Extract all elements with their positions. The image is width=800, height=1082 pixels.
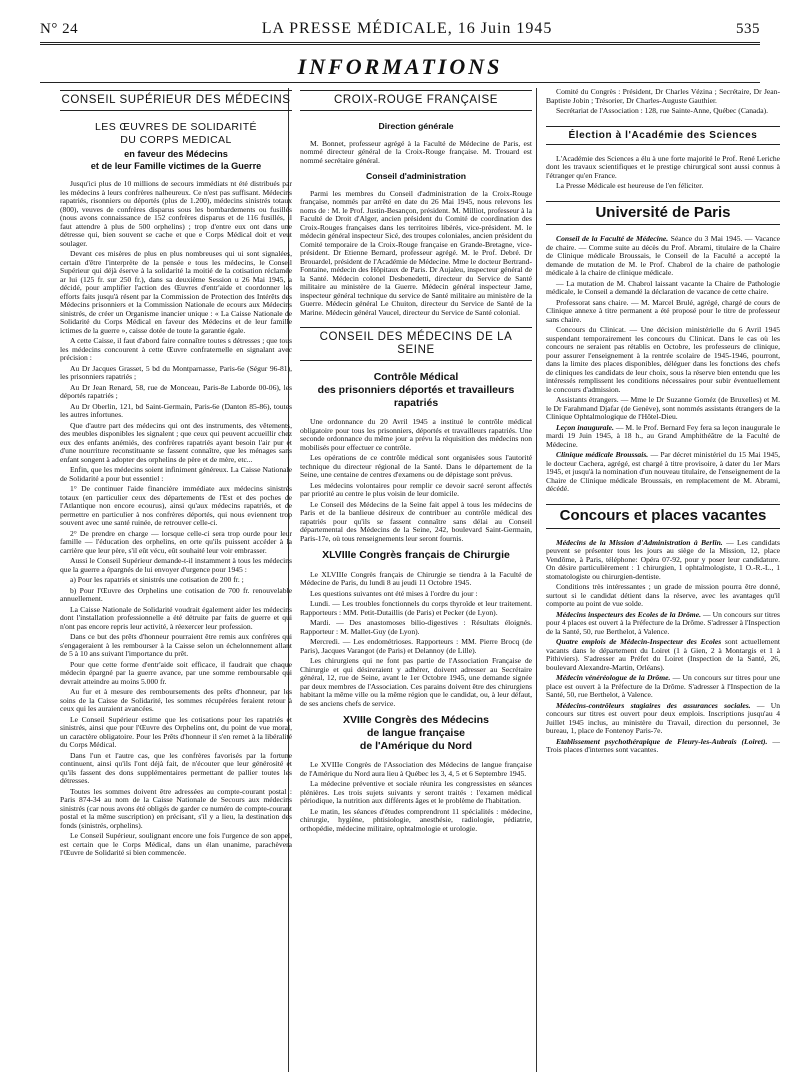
paragraph: Dans ce but des prêts d'honneur pourraient être remis aux confrères qui s'engageraient à les rembourser à la Caisse selon un échelonnement allant de 5 à 10 ans suivant l'importance du prêt. (60, 632, 292, 659)
paragraph-lead: Clinique médicale Broussais. (556, 450, 649, 460)
paragraph: La Caisse Nationale de Solidarité voudrait également aider les médecins dont l'installation professionnelle a été détruite par faits de guerre et qui n'ont pas encore repris leur activité, à réexercer leur profession. (60, 604, 292, 631)
paragraph-lead: Médecins-contrôleurs stagiaires des assurances sociales. (556, 700, 751, 710)
subheading-line: XVIIIe Congrès des Médecins (343, 714, 489, 727)
paragraph: Les médecins volontaires pour remplir ce devoir sacré seront affectés par priorité au centre le plus voisin de leur domicile. (300, 480, 532, 499)
paragraph-lead: Quatre emplois de Médecin-Inspecteur des Ecoles (556, 637, 722, 647)
subheading-line: DU CORPS MEDICAL (120, 134, 232, 146)
paragraph-text: — La mutation de M. Chabrol laissant vacante la Chaire de Pathologie médicale, le Conseil a demandé la déclaration de vacance de cette chaire. (546, 278, 780, 297)
paragraph-text: — Un concours sur titres pour une place est ouvert à la Préfecture de la Drôme. S'adresser à l'Inspection de la Santé, 50, rue Berthelot, à Valence. (546, 673, 780, 700)
column-2 (300, 88, 532, 1076)
paragraph-text: Séance du 3 Mai 1945. — Vacance de chaire. — Comme suite au décès du Prof. Abrami, titulaire de la Chaire de Clinique médicale Broussais, le Conseil de la Faculté a accepté la demande de mutation de M. le Prof. Chabrol de la chaire de pathologie médicale à la chaire de clinique médicale. (546, 234, 780, 278)
article-subheading (60, 149, 292, 172)
paragraph: Les questions suivantes ont été mises à l'ordre du jour : (310, 588, 478, 598)
paragraph (546, 326, 780, 394)
paragraph: M. Bonnet, professeur agrégé à la Faculté de Médecine de Paris, est nommé directeur général de la Croix-Rouge française. M. Trouard est nommé secrétaire général. (300, 138, 532, 165)
paragraph: b) Pour l'Œuvre des Orphelins une cotisation de 700 fr. renouvelable annuellement. (60, 585, 292, 604)
article-heading: CROIX-ROUGE FRANÇAISE (300, 90, 532, 111)
article-body (300, 761, 532, 833)
paragraph: Aussi le Conseil Supérieur demande-t-il instamment à tous les médecins que la guerre a épargnés de lui envoyer d'urgence pour 1945 : (60, 556, 292, 574)
paragraph: Toutes les sommes doivent être adressées au compte-courant postal : Paris 874-34 au nom de la Caisse Nationale de Secours aux médecins sinistrés (car nous avons été obligés de garder ce numéro de compte-courant postal et la même suscription) en précisant, s'il y a lieu, la destination des fonds (sinistrés, orphelins). (60, 786, 292, 830)
column-3 (546, 88, 780, 1076)
paragraph: L'Académie des Sciences a élu à une forte majorité le Prof. René Leriche dont les travaux scientifiques et le prestige chirurgical sont aussi connus à l'étranger qu'en France. (546, 153, 780, 180)
running-header (40, 18, 760, 38)
article-body (546, 235, 780, 494)
paragraph: Le XVIIIe Congrès de l'Association des Médecins de langue française de l'Amérique du Nord aura lieu à Québec les 3, 4, 5 et 6 Septembre 1945. (300, 760, 532, 778)
paragraph (546, 396, 780, 422)
header-rule-double (40, 44, 760, 45)
paragraph: Les opérations de ce contrôle médical sont organisées sous l'autorité technique du directeur régional de la Santé. Dans le département de la Seine, une centaine de centres d'examens ou de dépistage sont prévus. (300, 453, 532, 480)
article-heading: Concours et places vacantes (546, 504, 780, 529)
section-rule (40, 82, 760, 83)
paragraph: 1° De continuer l'aide financière immédiate aux médecins sinistrés totaux (en particulier ceux des départements de l'Est et des poches de l'Atlantique non encore ecourus), ainsi qu'aux médecins rapatriés, et de permettre en particulier à nos confrères déportés, qui nous eviennent trop souvent avec une santé ruinée, de retrouver celle-ci. (60, 484, 292, 528)
paragraph: Parmi les membres du Conseil d'administration de la Croix-Rouge française, nommés par arrêté en date du 26 Mai 1945, nous relevons les noms de : M. le Prof. Justin-Besançon, président. M. Milliot, professeur à la Faculté de Droit d'Alger, ancien président du Comité de coordination des Croix-Rouges françaises dans les territoires libérés, vice-président. M. le médecin général inspecteur Sicé, des troupes coloniales, ancien président du Comité temporaire de la Croix-Rouge française en Grande-Bretagne, vice-président. Dr Etienne Bernard, professeur agrégé. M. le Prof. Debré. Dr Brouardel, président de l'Académie de Médecine. Mme le docteur Bertrand-Fontaine, médecin des Hôpitaux de Paris. Dr Aujaleu, inspecteur général de la Santé. Médecin colonel Desbenedetti, directeur du Service de Santé militaire au ministère de la Guerre. Médecin général inspecteur Jame, inspecteur général technique du service de Santé militaire au ministère de la Guerre. Médecin général Le Chuiton, directeur du Service de Santé de la Marine. Médecin général Vaucel, directeur du Service de Santé colonial. (300, 188, 532, 317)
article-body (546, 88, 780, 116)
paragraph: Au fur et à mesure des remboursements des prêts d'honneur, par les soins de la Caisse de Solidarité, les sommes récupérées feraient retour à ceux qui les auraient avancées. (60, 687, 292, 714)
paragraph-lead: Médecins de la Mission d'Administration à Berlin. (556, 537, 723, 547)
paragraph: Au Dr Oberlin, 121, bd Saint-Germain, Paris-6e (Danton 85-86), toutes les autres infortunes. (60, 401, 292, 420)
subheading-line: de langue française (366, 727, 466, 740)
paragraph (546, 674, 780, 700)
paragraph (546, 451, 780, 494)
paragraph: Comité du Congrès : Président, Dr Charles Vézina ; Secrétaire, Dr Jean-Baptiste Jobin ; Trésorier, Dr Charles-Auguste Gauthier. (546, 88, 780, 105)
paragraph-text: — Les candidats peuvent se présenter tous les jours au siège de la Mission, 12, place Vendôme, à Paris, téléphone: Opéra 07-92, pour y poser leur candidature. On désire particulièrement : 1 chirurgien, 1 ophtalmologiste, 1 O.-R.-L., 1 stomatologiste ou chirurgien-dentiste. (546, 537, 780, 581)
paragraph-text: — Un concours sur titres est ouvert pour deux emplois. Inscriptions jusqu'au 4 Juillet 1945 inclus, au ministère du Travail, direction du personnel, 3e bureau, 1, place de Fontenoy Paris-7e. (546, 700, 780, 736)
paragraph: Jusqu'ici plus de 10 millions de secours immédiats nt été distribués par les médecins à leurs confrères nalheureux. Ce n'est pas suffisant. Médecins rapatriés, risonniers ou déportés (plus de 1.200), médecins sinistrés totaux (800), veuves de confrères disparus sous les bombardements ou fusillés (nous avons connaissance de 152 confrères disparus et de 116 fusillés, il faut attendre à plus de 500 orphelins) ; trop d'entre eux ont dans une détresse qui, bien souvent se cache et que e Corps Médical doit et veut soulager. (60, 179, 292, 248)
issue-number: N° 24 (40, 21, 79, 37)
subsection-heading (300, 371, 532, 410)
paragraph: La médecine préventive et sociale réunira les congressistes en séances plénières. Les trois sujets suivants y seront traités : l'examen médical périodique, la nutrition aux différents âges et le problème de l'habitation. (300, 779, 532, 806)
subheading-line: de l'Amérique du Nord (359, 740, 473, 753)
paragraph-lead: Conseil de la Faculté de Médecine. (556, 234, 669, 244)
subheading-line: Contrôle Médical (373, 371, 459, 384)
paragraph (546, 611, 780, 637)
subsection-heading: Conseil d'administration (366, 171, 466, 182)
paragraph-text: Assistants étrangers. — Mme le Dr Suzanne Goméz (de Bruxelles) et M. le Dr Farahmand Djafar (de Genève), sont nommés assistants étrangers de la Clinique Ophtalmologique de l'Hôtel-Dieu. (546, 395, 780, 422)
article-body (546, 155, 780, 191)
article-heading: Élection à l'Académie des Sciences (546, 126, 780, 145)
paragraph: Enfin, que les médecins soient infiniment généreux. La Caisse Nationale de Solidarité a pour but essentiel : (60, 465, 292, 483)
article-body (300, 418, 532, 543)
paragraph: Mercredi. — Les endométrioses. Rapporteurs : MM. Pierre Brocq (de Paris), Jacques Varangot (de Paris) et Delannoy (de Lille). (300, 637, 532, 655)
subheading-line: des prisonniers déportés et travailleurs rapatriés (317, 384, 515, 410)
paragraph: Mardi. — Des anastomoses bilio-digestives : Résultats éloignés. Rapporteur : M. Mallet-Guy (de Lyon). (300, 618, 532, 636)
paragraph (546, 702, 780, 736)
paragraph-text: sont actuellement vacants dans le département du Loiret (1 à Gien, 2 à Montargis et 1 à Pithiviers). S'adresser au Préfet du Loiret (Inspection de la Santé, 26, boulevard Alexandre-Martin, Orléans). (546, 637, 780, 672)
paragraph: 2° De prendre en charge — lorsque celle-ci sera trop ourde pour leur famille — l'éducation des orphelins, en orte qu'ils puissent accéder à la carrière que leur père, s'il eût vécu, eût souhaité leur voir embrasser. (60, 528, 292, 555)
paragraph: Lundi. — Les troubles fonctionnels du corps thyroïde et leur traitement. Rapporteurs : MM. Petit-Dutaillis (de Paris) et Pecker (de Lyon). (300, 599, 532, 617)
paragraph-text: Conditions très intéressantes ; un grade de mission pourra être donné, surtout si le candidat détient dans la réserve, avec les avantages qu'il comporte au point de vue solde. (546, 582, 780, 609)
paragraph: Le Conseil Supérieur estime que les cotisations pour les rapatriés et sinistrés, ainsi que pour l'Œuvre des Orphelins ont, du point de vue moral, un caractère obligatoire. Pour les Prêts d'honneur il s'en remet à la libéralité du Corps Médical. (60, 714, 292, 750)
article-subheading (60, 121, 292, 147)
paragraph: Le Conseil Supérieur, soulignant encore une fois l'urgence de son appel, est certain que le Corps Médical, dans un élan unanime, parachèvera l'Œuvre de Solidarité si bien commencée. (60, 831, 292, 858)
article-body (300, 571, 532, 709)
article-body (546, 539, 780, 755)
paragraph: Pour que cette forme d'entr'aide soit efficace, il faudrait que chaque médecin épargné par la guerre avance, par une somme remboursable qui devrait atteindre au moins 5.000 fr. (60, 659, 292, 686)
article-heading: CONSEIL SUPÉRIEUR DES MÉDECINS (60, 90, 292, 111)
paragraph: Le matin, les séances d'études comprendront 11 spécialités : médecine, chirurgie, hygiène, phtisiologie, anesthésie, radiologie, pédiatrie, orthopédie, médecine militaire, ophtalmologie et urologie. (300, 806, 532, 833)
paragraph (546, 539, 780, 582)
column-1 (60, 88, 292, 1076)
subheading-line: en faveur des Médecins (124, 149, 228, 160)
paragraph (546, 583, 780, 609)
paragraph: Le XLVIIIe Congrès français de Chirurgie se tiendra à la Faculté de Médecine de Paris, du lundi 8 au jeudi 11 Octobre 1945. (300, 569, 532, 588)
paragraph: Dans l'un et l'autre cas, que les confrères favorisés par la fortune continuent, ainsi qu'ils l'ont déjà fait, de n'écouter que leur générosité et qu'ils fassent des dons supplémentaires permettant de pallier toutes les détresses. (60, 750, 292, 786)
paragraph (546, 638, 780, 672)
paragraph-lead: Médecin vénéréologue de la Drôme. (556, 673, 671, 683)
subsection-heading: Direction générale (378, 120, 454, 131)
paragraph (546, 424, 780, 450)
subheading-line: et de leur Famille victimes de la Guerre (90, 160, 262, 171)
paragraph-text: — Par décret ministériel du 15 Mai 1945, le docteur Cachera, agrégé, est chargé à titre provisoire, à dater du 1er Mars 1945, et jusqu'à la nomination d'un nouveau titulaire, de l'enseignement de la Chaire de Clinique médicale Broussais, en remplacement de M. Abrami, décédé. (546, 450, 780, 494)
paragraph (546, 235, 780, 278)
paragraph (546, 280, 780, 297)
paragraph: A cette Caisse, il faut d'abord faire connaître toutes s détresses ; que tous les médecins concourent à cette Œuvre confraternelle en signalant avec précision : (60, 336, 292, 363)
paragraph: Devant ces misères de plus en plus nombreuses qui ui sont signalées, certain d'être l'interprète de la pensée e tous les médecins, le Conseil Supérieur qui déjà éserve à la solidarité la moitié de la cotisation réclamée ar lui (125 fr. sur 250 fr.), dans sa deuxième Session u 26 Mai 1945, a décidé, pour amplifier l'action des Œuvres d'entr'aide et coordonner les efforts faits jusqu'à résent par la Commission de Protection des Intérêts des Médecins prisonniers et la Commission Nationale de ecours aux Médecins sinistrés, de créer un Organisme inancier unique : « La Caisse Nationale de Solidarité du Corps Médical en faveur des Médecins et de leur famille ictimes de la guerre », caisse dotée de toute la garantie égale. (60, 249, 292, 335)
paragraph: La Presse Médicale est heureuse de l'en féliciter. (556, 181, 704, 191)
article-heading: Université de Paris (546, 201, 780, 226)
article-body (60, 180, 292, 858)
column-divider (536, 88, 537, 1072)
paragraph: Que d'autre part des médecins qui ont des instruments, des vêtements, des meubles disponibles les signalent ; que ceux qui peuvent accueillir chez eux des enfants anémiés, des confrères rapatriés ayant besoin l'air pur et d'une nourriture reconstituante se fassent connaître, que les ménages sans enfant songent à adopter des orphelins de père et de mère, etc... (60, 420, 292, 464)
paragraph (546, 738, 780, 755)
paragraph: Au Dr Jean Renard, 58, rue de Monceau, Paris-8e Laborde 00-06), les déportés rapatriés ; (60, 382, 292, 401)
paragraph: a) Pour les rapatriés et sinistrés une cotisation de 200 fr. ; (70, 575, 244, 585)
paragraph: Une ordonnance du 20 Avril 1945 a institué le contrôle médical obligatoire pour tous les prisonniers, déportés et travailleurs rapatriés. Une seconde ordonnance du même jour a prévu la réquisition des médecins non mobilisés pour effectuer ce contrôle. (300, 417, 532, 452)
article-heading: CONSEIL DES MÉDECINS DE LA SEINE (300, 327, 532, 361)
paragraph-lead: Leçon inaugurale. (556, 422, 614, 432)
paragraph-text: Concours du Clinicat. — Une décision ministérielle du 6 Avril 1945 suspendant temporairement les concours du Clinicat. Dans le cas où les concours ne seraient pas rétablis en Octobre, les professeurs de clinique, pour assurer l'enseignement à la rentrée scolaire de 1945-1946, pourront, dans la limite des places disponibles, déléguer dans les fonctions des chefs de cliniques les candidats de leur choix, sous la réserve bien entendu que les intéressés remplissent les conditions nécessaires pour subir éventuellement le concours d'admission. (546, 325, 780, 394)
paragraph: Secrétariat de l'Association : 128, rue Sainte-Anne, Québec (Canada). (556, 106, 769, 115)
paragraph: Les chirurgiens qui ne font pas partie de l'Association Française de Chirurgie et qui désireraient y adhérer, doivent adresser au Secrétaire général, 12, rue de Seine, avant le 1er Octobre 1945, une demande signée par deux membres de l'Association. Ces parains doivent être des chirurgiens habitant la même ville ou la même région que le candidat, ou, à leur défaut, de ses anciens chefs de service. (300, 656, 532, 708)
subsection-heading: XLVIIIe Congrès français de Chirurgie (322, 549, 510, 562)
page-number: 535 (736, 21, 760, 37)
paragraph-text: — Trois places d'internes sont vacantes. (546, 736, 780, 755)
header-rule (40, 42, 760, 43)
section-heading: INFORMATIONS (297, 54, 503, 79)
paragraph-text: Professorat sans chaire. — M. Marcel Brulé, agrégé, chargé de cours de Clinique annexe à titre permanent a été proposé pour le titre de professeur sans chaire. (546, 297, 780, 324)
paragraph: Le Conseil des Médecins de la Seine fait appel à tous les médecins de Paris et de la banlieue désireux de contribuer au contrôle médical des rapatriés pour qu'ils se fassent connaître sans délai au Conseil départemental des Médecins de la Seine, 242, boulevard Saint-Germain, Paris-17e, où tous renseignements leur seront fournis. (300, 499, 532, 543)
paragraph-text: — M. le Prof. Bernard Fey fera sa leçon inaugurale le mardi 19 Juin 1945, à 18 h., au Grand Amphithéâtre de la Faculté de Médecine. (546, 422, 780, 449)
paragraph-lead: Médecins inspecteurs des Ecoles de la Drôme. (556, 609, 701, 619)
subheading-line: LES ŒUVRES DE SOLIDARITÉ (95, 120, 257, 133)
paragraph: Au Dr Jacques Grasset, 5 bd du Montparnasse, Paris-6e (Ségur 96-81), les prisonniers rapatriés ; (60, 363, 292, 382)
paragraph-lead: Etablissement psychothérapique de Fleury-les-Aubrais (Loiret). (556, 736, 768, 746)
publication-title: LA PRESSE MÉDICALE, 16 Juin 1945 (261, 20, 553, 37)
subsection-heading (300, 714, 532, 753)
paragraph-text: — Un concours sur titres pour 4 places est ouvert à la Préfecture de la Drôme. S'adresser à l'Inspection de la Santé, 50, rue Berthelot, à Valence. (546, 609, 780, 636)
paragraph (546, 299, 780, 325)
